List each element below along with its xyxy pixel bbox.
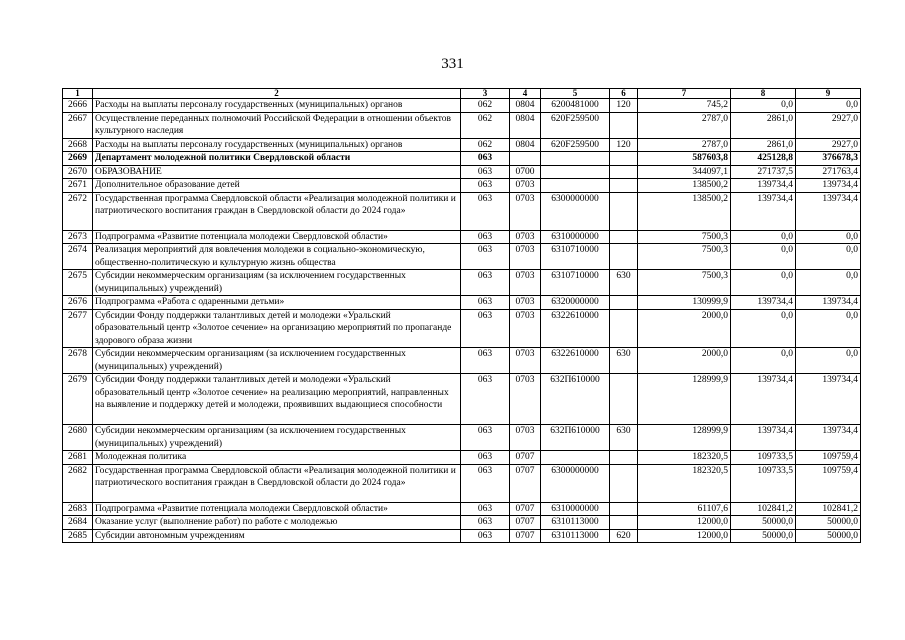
row-number: 2680 <box>63 425 93 451</box>
cell-amount-col8: 0,0 <box>731 99 796 113</box>
cell-section-code: 0804 <box>510 112 541 138</box>
cell-amount-col9: 271763,4 <box>796 165 861 179</box>
table-row <box>63 296 861 310</box>
cell-target-code: 6310710000 <box>541 244 610 270</box>
cell-amount-col8: 425128,8 <box>731 152 796 166</box>
cell-section-code: 0703 <box>510 270 541 296</box>
table-row <box>63 451 861 465</box>
row-number: 2666 <box>63 99 93 113</box>
cell-section-code: 0707 <box>510 516 541 530</box>
col-header: 8 <box>731 89 796 99</box>
row-number: 2679 <box>63 374 93 425</box>
cell-ministry-code: 063 <box>461 244 510 270</box>
cell-amount-col7: 61107,6 <box>638 502 731 516</box>
cell-expense-type: 120 <box>610 138 638 152</box>
cell-section-code: 0707 <box>510 464 541 502</box>
cell-ministry-code: 063 <box>461 464 510 502</box>
cell-section-code: 0700 <box>510 165 541 179</box>
row-name: Субсидии некоммерческим организациям (за исключением государственных (муниципальных) учреждений) <box>93 425 461 451</box>
cell-amount-col9: 50000,0 <box>796 529 861 543</box>
table-row <box>63 165 861 179</box>
cell-amount-col9: 109759,4 <box>796 464 861 502</box>
cell-amount-col8: 2861,0 <box>731 112 796 138</box>
row-name: ОБРАЗОВАНИЕ <box>93 165 461 179</box>
row-name: Государственная программа Свердловской области «Реализация молодежной политики и патриотического воспитания граждан в Свердловской области до 2024 года» <box>93 192 461 230</box>
table-row <box>63 425 861 451</box>
cell-target-code <box>541 152 610 166</box>
cell-amount-col8: 0,0 <box>731 244 796 270</box>
cell-amount-col7: 138500,2 <box>638 179 731 193</box>
row-name: Расходы на выплаты персоналу государственных (муниципальных) органов <box>93 99 461 113</box>
cell-target-code: 6310000000 <box>541 502 610 516</box>
cell-target-code: 6320000000 <box>541 296 610 310</box>
cell-expense-type: 630 <box>610 348 638 374</box>
cell-section-code: 0804 <box>510 99 541 113</box>
row-name: Субсидии некоммерческим организациям (за исключением государственных (муниципальных) учреждений) <box>93 270 461 296</box>
row-name: Субсидии Фонду поддержки талантливых детей и молодежи «Уральский образовательный центр «Золотое сечение» на реализацию мероприятий, направленных на выявление и поддержку детей и молодежи, проявивших выдающиеся способности <box>93 374 461 425</box>
cell-expense-type <box>610 152 638 166</box>
col-header: 1 <box>63 89 93 99</box>
cell-amount-col7: 138500,2 <box>638 192 731 230</box>
cell-target-code: 6310113000 <box>541 529 610 543</box>
table-body <box>63 99 861 543</box>
row-number: 2672 <box>63 192 93 230</box>
table-row <box>63 348 861 374</box>
cell-target-code: 6300000000 <box>541 464 610 502</box>
col-header: 7 <box>638 89 731 99</box>
cell-target-code: 6310710000 <box>541 270 610 296</box>
row-number: 2678 <box>63 348 93 374</box>
table-row <box>63 230 861 244</box>
cell-amount-col8: 139734,4 <box>731 374 796 425</box>
cell-expense-type: 120 <box>610 99 638 113</box>
cell-ministry-code: 063 <box>461 309 510 348</box>
cell-ministry-code: 063 <box>461 348 510 374</box>
cell-amount-col9: 2927,0 <box>796 138 861 152</box>
cell-amount-col7: 2787,0 <box>638 112 731 138</box>
cell-amount-col9: 0,0 <box>796 230 861 244</box>
cell-target-code: 6322610000 <box>541 309 610 348</box>
cell-ministry-code: 063 <box>461 516 510 530</box>
cell-expense-type <box>610 192 638 230</box>
cell-target-code: 6300000000 <box>541 192 610 230</box>
cell-amount-col9: 0,0 <box>796 270 861 296</box>
cell-section-code: 0707 <box>510 529 541 543</box>
cell-target-code <box>541 165 610 179</box>
cell-expense-type: 630 <box>610 270 638 296</box>
cell-ministry-code: 062 <box>461 138 510 152</box>
cell-amount-col7: 7500,3 <box>638 244 731 270</box>
cell-target-code: 632П610000 <box>541 374 610 425</box>
cell-amount-col9: 139734,4 <box>796 425 861 451</box>
cell-section-code: 0703 <box>510 309 541 348</box>
cell-amount-col7: 128999,9 <box>638 374 731 425</box>
cell-amount-col7: 2000,0 <box>638 348 731 374</box>
cell-expense-type <box>610 516 638 530</box>
row-name: Государственная программа Свердловской области «Реализация молодежной политики и патриотического воспитания граждан в Свердловской области до 2024 года» <box>93 464 461 502</box>
cell-section-code: 0703 <box>510 244 541 270</box>
col-header: 6 <box>610 89 638 99</box>
row-name: Департамент молодежной политики Свердловской области <box>93 152 461 166</box>
cell-ministry-code: 063 <box>461 192 510 230</box>
cell-target-code: 620F259500 <box>541 112 610 138</box>
page-number: 331 <box>441 56 464 72</box>
cell-expense-type <box>610 179 638 193</box>
cell-expense-type <box>610 451 638 465</box>
cell-expense-type <box>610 165 638 179</box>
cell-amount-col8: 0,0 <box>731 309 796 348</box>
row-name: Субсидии автономным учреждениям <box>93 529 461 543</box>
cell-amount-col7: 344097,1 <box>638 165 731 179</box>
cell-expense-type <box>610 112 638 138</box>
cell-ministry-code: 063 <box>461 270 510 296</box>
row-number: 2673 <box>63 230 93 244</box>
cell-amount-col9: 376678,3 <box>796 152 861 166</box>
cell-ministry-code: 063 <box>461 374 510 425</box>
cell-target-code <box>541 451 610 465</box>
cell-ministry-code: 063 <box>461 152 510 166</box>
cell-section-code: 0703 <box>510 179 541 193</box>
table-row <box>63 99 861 113</box>
cell-amount-col8: 139734,4 <box>731 179 796 193</box>
cell-target-code: 6200481000 <box>541 99 610 113</box>
table-row <box>63 516 861 530</box>
budget-table <box>62 88 861 543</box>
cell-expense-type: 620 <box>610 529 638 543</box>
row-number: 2681 <box>63 451 93 465</box>
row-number: 2675 <box>63 270 93 296</box>
cell-amount-col7: 587603,8 <box>638 152 731 166</box>
cell-target-code: 6322610000 <box>541 348 610 374</box>
cell-amount-col7: 12000,0 <box>638 529 731 543</box>
col-header: 3 <box>461 89 510 99</box>
row-name: Дополнительное образование детей <box>93 179 461 193</box>
cell-amount-col7: 128999,9 <box>638 425 731 451</box>
table-row <box>63 309 861 348</box>
cell-amount-col9: 139734,4 <box>796 179 861 193</box>
cell-amount-col8: 139734,4 <box>731 425 796 451</box>
cell-section-code <box>510 152 541 166</box>
cell-section-code: 0707 <box>510 451 541 465</box>
cell-ministry-code: 063 <box>461 425 510 451</box>
cell-section-code: 0703 <box>510 296 541 310</box>
cell-target-code: 6310113000 <box>541 516 610 530</box>
cell-amount-col8: 2861,0 <box>731 138 796 152</box>
cell-amount-col9: 0,0 <box>796 309 861 348</box>
row-name: Субсидии некоммерческим организациям (за исключением государственных (муниципальных) учреждений) <box>93 348 461 374</box>
cell-ministry-code: 063 <box>461 179 510 193</box>
col-header: 9 <box>796 89 861 99</box>
table-row <box>63 502 861 516</box>
cell-expense-type <box>610 230 638 244</box>
cell-amount-col8: 139734,4 <box>731 192 796 230</box>
cell-amount-col7: 130999,9 <box>638 296 731 310</box>
cell-expense-type <box>610 374 638 425</box>
cell-expense-type <box>610 296 638 310</box>
row-name: Подпрограмма «Развитие потенциала молодежи Свердловской области» <box>93 502 461 516</box>
cell-amount-col9: 50000,0 <box>796 516 861 530</box>
cell-amount-col7: 2000,0 <box>638 309 731 348</box>
cell-amount-col8: 109733,5 <box>731 451 796 465</box>
cell-target-code: 632П610000 <box>541 425 610 451</box>
row-name: Молодежная политика <box>93 451 461 465</box>
cell-section-code: 0703 <box>510 192 541 230</box>
cell-amount-col8: 271737,5 <box>731 165 796 179</box>
cell-expense-type <box>610 464 638 502</box>
cell-ministry-code: 063 <box>461 165 510 179</box>
table-row <box>63 374 861 425</box>
col-header: 2 <box>93 89 461 99</box>
table-row <box>63 529 861 543</box>
cell-section-code: 0703 <box>510 348 541 374</box>
cell-amount-col9: 139734,4 <box>796 192 861 230</box>
row-number: 2684 <box>63 516 93 530</box>
cell-amount-col8: 109733,5 <box>731 464 796 502</box>
header-row <box>63 89 861 99</box>
row-number: 2671 <box>63 179 93 193</box>
cell-expense-type: 630 <box>610 425 638 451</box>
col-header: 5 <box>541 89 610 99</box>
cell-amount-col7: 2787,0 <box>638 138 731 152</box>
row-name: Оказание услуг (выполнение работ) по работе с молодежью <box>93 516 461 530</box>
cell-amount-col7: 12000,0 <box>638 516 731 530</box>
cell-target-code: 620F259500 <box>541 138 610 152</box>
cell-ministry-code: 063 <box>461 529 510 543</box>
cell-section-code: 0804 <box>510 138 541 152</box>
row-number: 2669 <box>63 152 93 166</box>
table-row <box>63 138 861 152</box>
cell-amount-col9: 0,0 <box>796 244 861 270</box>
cell-amount-col7: 182320,5 <box>638 464 731 502</box>
cell-amount-col7: 745,2 <box>638 99 731 113</box>
cell-amount-col8: 0,0 <box>731 230 796 244</box>
col-header: 4 <box>510 89 541 99</box>
cell-amount-col9: 109759,4 <box>796 451 861 465</box>
cell-ministry-code: 063 <box>461 296 510 310</box>
cell-amount-col8: 0,0 <box>731 270 796 296</box>
cell-amount-col7: 7500,3 <box>638 230 731 244</box>
table-row <box>63 192 861 230</box>
row-number: 2677 <box>63 309 93 348</box>
table-row <box>63 244 861 270</box>
cell-amount-col8: 50000,0 <box>731 516 796 530</box>
row-number: 2685 <box>63 529 93 543</box>
cell-amount-col7: 7500,3 <box>638 270 731 296</box>
cell-section-code: 0703 <box>510 425 541 451</box>
row-number: 2683 <box>63 502 93 516</box>
cell-amount-col9: 139734,4 <box>796 296 861 310</box>
row-number: 2668 <box>63 138 93 152</box>
cell-ministry-code: 063 <box>461 451 510 465</box>
cell-amount-col7: 182320,5 <box>638 451 731 465</box>
cell-amount-col9: 2927,0 <box>796 112 861 138</box>
cell-amount-col9: 0,0 <box>796 348 861 374</box>
cell-amount-col8: 102841,2 <box>731 502 796 516</box>
cell-section-code: 0703 <box>510 374 541 425</box>
row-number: 2667 <box>63 112 93 138</box>
table-row <box>63 112 861 138</box>
table-row <box>63 152 861 166</box>
cell-amount-col9: 0,0 <box>796 99 861 113</box>
cell-amount-col9: 139734,4 <box>796 374 861 425</box>
cell-ministry-code: 062 <box>461 112 510 138</box>
cell-amount-col8: 50000,0 <box>731 529 796 543</box>
cell-amount-col8: 139734,4 <box>731 296 796 310</box>
row-name: Подпрограмма «Развитие потенциала молодежи Свердловской области» <box>93 230 461 244</box>
row-name: Осуществление переданных полномочий Российской Федерации в отношении объектов культурного наследия <box>93 112 461 138</box>
cell-amount-col9: 102841,2 <box>796 502 861 516</box>
cell-section-code: 0707 <box>510 502 541 516</box>
table-row <box>63 179 861 193</box>
cell-expense-type <box>610 502 638 516</box>
table-row <box>63 464 861 502</box>
cell-target-code <box>541 179 610 193</box>
cell-ministry-code: 062 <box>461 99 510 113</box>
cell-expense-type <box>610 309 638 348</box>
cell-ministry-code: 063 <box>461 230 510 244</box>
row-number: 2674 <box>63 244 93 270</box>
row-name: Подпрограмма «Работа с одаренными детьми» <box>93 296 461 310</box>
cell-amount-col8: 0,0 <box>731 348 796 374</box>
row-name: Реализация мероприятий для вовлечения молодежи в социально-экономическую, общественно-политическую и культурную жизнь общества <box>93 244 461 270</box>
cell-expense-type <box>610 244 638 270</box>
row-number: 2670 <box>63 165 93 179</box>
row-name: Субсидии Фонду поддержки талантливых детей и молодежи «Уральский образовательный центр «Золотое сечение» на организацию мероприятий по пропаганде здорового образа жизни <box>93 309 461 348</box>
cell-target-code: 6310000000 <box>541 230 610 244</box>
cell-ministry-code: 063 <box>461 502 510 516</box>
row-number: 2682 <box>63 464 93 502</box>
row-name: Расходы на выплаты персоналу государственных (муниципальных) органов <box>93 138 461 152</box>
cell-section-code: 0703 <box>510 230 541 244</box>
row-number: 2676 <box>63 296 93 310</box>
table-row <box>63 270 861 296</box>
